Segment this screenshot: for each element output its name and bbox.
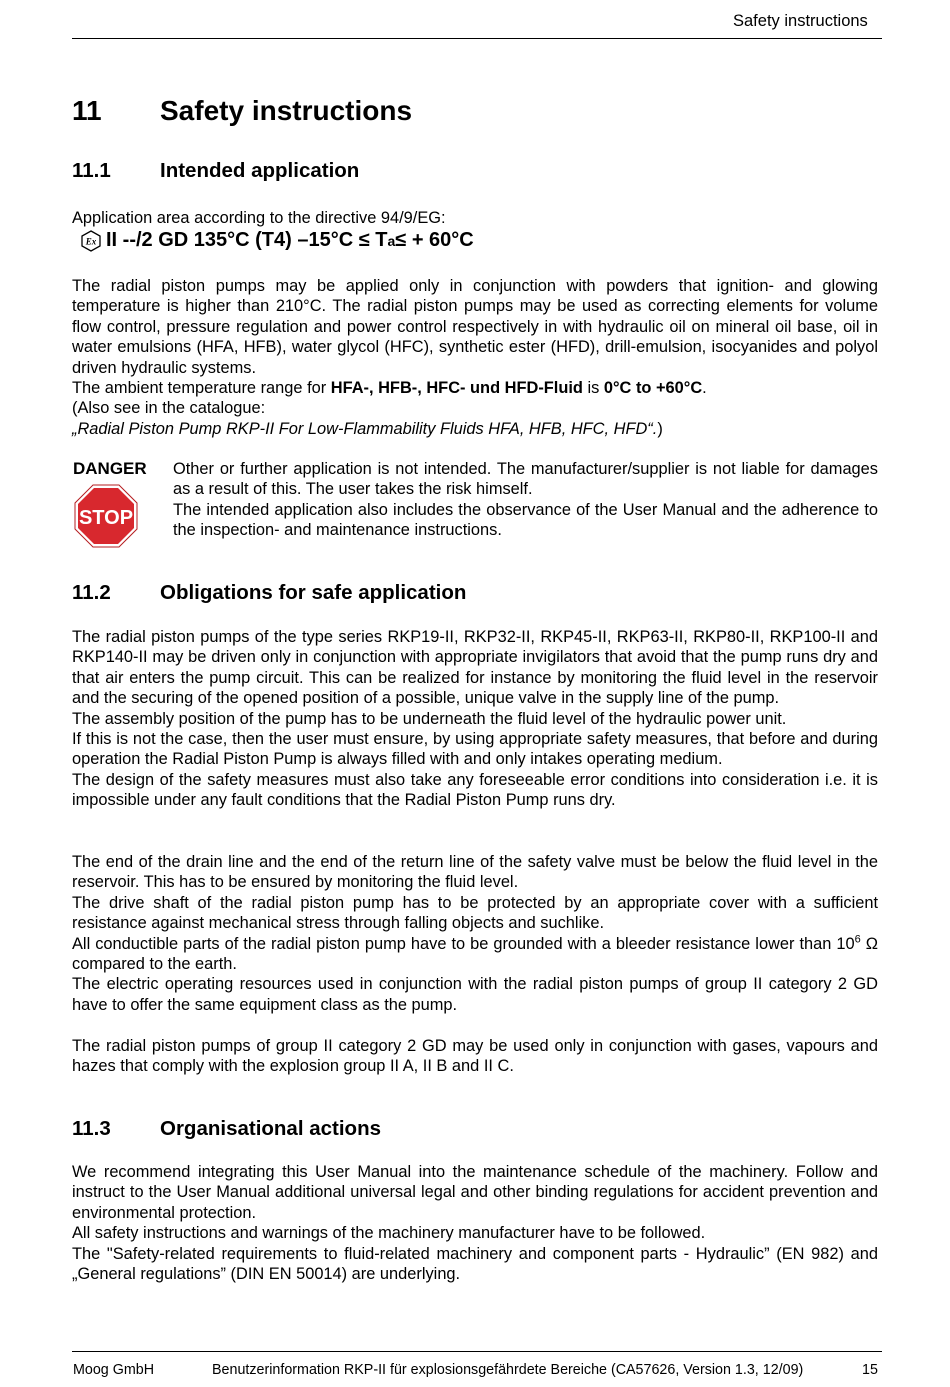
danger-text bbox=[173, 459, 878, 541]
page-number: 15 bbox=[862, 1362, 878, 1378]
section-number: 11.1 bbox=[72, 159, 111, 182]
section-11-2-body-b bbox=[72, 852, 878, 1015]
paragraph bbox=[72, 419, 878, 439]
paragraph: All safety instructions and warnings of the machinery manufacturer have to be followed. bbox=[72, 1224, 706, 1243]
atex-marking bbox=[80, 229, 474, 252]
text-run: The ambient temperature range for bbox=[72, 379, 331, 398]
paragraph: The drive shaft of the radial piston pump has to be protected by an appropriate cover with a sufficient resistance against mechanical stress through falling objects and suchlike. bbox=[72, 893, 878, 933]
atex-text-a: II --/2 GD 135°C (T4) –15°C ≤ T bbox=[106, 229, 388, 251]
superscript: 6 bbox=[854, 933, 861, 946]
header-rule bbox=[72, 38, 882, 39]
paragraph bbox=[72, 934, 878, 975]
section-11-1-body bbox=[72, 276, 878, 439]
paragraph: The radial piston pumps may be applied only in conjunction with powders that ignition- and glowing temperature is higher than 210°C. The radial piston pumps may be used as correcting elements for volume flow control, pressure regulation and power control respectively in with hydraulic oil on mineral oil base, oil in water emulsions (HFA, HFB), water glycol (HFC), synthetic ester (HFD), drill-emulsion, isocyanides and polyol driven hydraulic systems. bbox=[72, 277, 878, 377]
catalogue-title: „Radial Piston Pump RKP-II For Low-Flammability Fluids HFA, HFB, HFC, HFD“. bbox=[72, 419, 658, 438]
section-11-3-body bbox=[72, 1162, 878, 1284]
paragraph: The end of the drain line and the end of the return line of the safety valve must be below the fluid level in the reservoir. This has to be ensured by monitoring the fluid level. bbox=[72, 853, 878, 892]
section-number: 11.2 bbox=[72, 581, 111, 604]
paragraph: The design of the safety measures must also take any foreseeable error conditions into consideration i.e. it is impossible under any fault conditions that the Radial Piston Pump runs dry. bbox=[72, 770, 878, 810]
running-header: Safety instructions bbox=[733, 12, 868, 30]
section-title: Obligations for safe application bbox=[160, 581, 467, 604]
paragraph: The "Safety-related requirements to fluid-related machinery and component parts - Hydraulic” (EN 982) and „General regulations” (DIN EN 50014) are underlying. bbox=[72, 1244, 878, 1284]
footer-rule bbox=[72, 1351, 882, 1352]
stop-sign-icon bbox=[74, 484, 138, 548]
paragraph: The assembly position of the pump has to be underneath the fluid level of the hydraulic power unit. bbox=[72, 709, 787, 728]
paragraph: The radial piston pumps of group II category 2 GD may be used only in conjunction with gases, vapours and hazes that comply with the explosion group II A, II B and II C. bbox=[72, 1037, 878, 1076]
text-run-bold: 0°C to +60°C bbox=[603, 379, 703, 398]
chapter-title: Safety instructions bbox=[160, 95, 413, 126]
paragraph: (Also see in the catalogue: bbox=[72, 399, 266, 418]
chapter-number: 11 bbox=[72, 95, 102, 126]
text-run-bold: HFA-, HFB-, HFC- und HFD-Fluid bbox=[330, 379, 583, 398]
footer-company: Moog GmbH bbox=[73, 1362, 155, 1378]
atex-subscript: a bbox=[387, 232, 396, 249]
text-run: All conductible parts of the radial piston pump have to be grounded with a bleeder resistance lower than 10 bbox=[72, 934, 855, 953]
text-run: Ω compared to the earth. bbox=[72, 934, 878, 974]
stop-sign-text: STOP bbox=[78, 507, 134, 529]
text-run: ) bbox=[657, 419, 663, 438]
footer-document: Benutzerinformation RKP-II für explosionsgefährdete Bereiche (CA57626, Version 1.3, 12/09) bbox=[212, 1362, 804, 1378]
text-run: . bbox=[702, 379, 707, 398]
application-area-intro: Application area according to the directive 94/9/EG: bbox=[72, 209, 446, 227]
paragraph: If this is not the case, then the user must ensure, by using appropriate safety measures, that before and during operation the Radial Piston Pump is always filled with and only intakes operating medium. bbox=[72, 730, 878, 769]
atex-text-b: ≤ + 60°C bbox=[395, 229, 474, 251]
chapter-heading bbox=[0, 95, 950, 129]
paragraph: We recommend integrating this User Manual into the maintenance schedule of the machinery. Follow and instruct to the User Manual additional universal legal and other binding regulations for accident prevention and environmental protection. bbox=[72, 1163, 878, 1222]
section-heading-11-2 bbox=[0, 581, 950, 607]
text-run: is bbox=[582, 379, 604, 398]
section-title: Organisational actions bbox=[160, 1117, 381, 1140]
paragraph: Other or further application is not intended. The manufacturer/supplier is not liable for damages as a result of this. The user takes the risk himself. bbox=[173, 460, 878, 499]
paragraph: The radial piston pumps of the type series RKP19-II, RKP32-II, RKP45-II, RKP63-II, RKP80-II, RKP100-II and RKP140-II may be driven only in conjunction with appropriate invigilators that avoid that the pump runs dry and that air enters the pump circuit. This can be realized for instance by monitoring the fluid level in the reservoir and the securing of the opened position of a possible, unique valve in the supply line of the pump. bbox=[72, 628, 878, 708]
ex-hexagon-icon bbox=[80, 230, 102, 252]
section-heading-11-3 bbox=[0, 1117, 950, 1143]
section-number: 11.3 bbox=[72, 1117, 111, 1140]
paragraph bbox=[72, 378, 878, 398]
section-title: Intended application bbox=[160, 159, 360, 182]
section-heading-11-1 bbox=[0, 159, 950, 185]
paragraph: The intended application also includes the observance of the User Manual and the adherence to the inspection- and maintenance instructions. bbox=[173, 500, 878, 540]
svg-text:Ex: Ex bbox=[85, 236, 97, 246]
paragraph: The electric operating resources used in conjunction with the radial piston pumps of group II category 2 GD have to offer the same equipment class as the pump. bbox=[72, 975, 878, 1014]
section-11-2-body-a bbox=[72, 627, 878, 811]
danger-label: DANGER bbox=[73, 459, 147, 478]
section-11-2-body-c bbox=[72, 1036, 878, 1077]
